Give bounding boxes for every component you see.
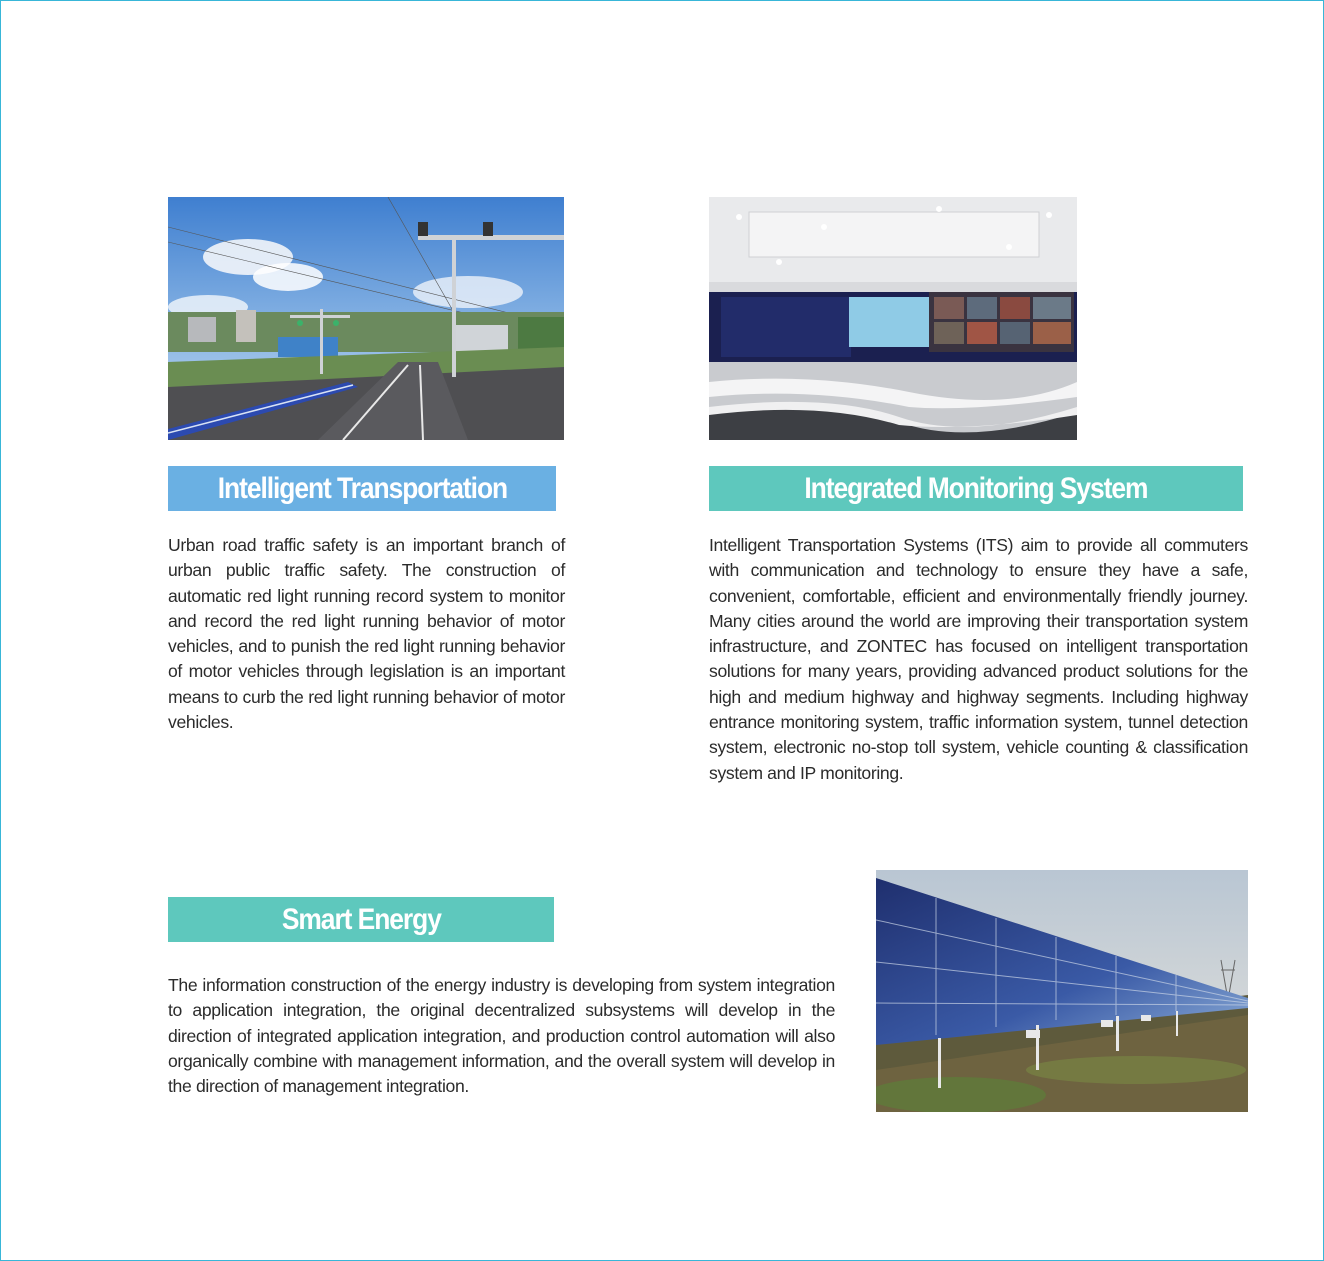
traffic-intersection-photo — [168, 197, 564, 440]
control-room-photo — [709, 197, 1077, 440]
intelligent-transportation-text: Urban road traffic safety is an important branch of urban public traffic safety. The construction of automatic red light running record system to monitor and record the red light running behavior of motor vehicles, and to punish the red light running behavior of motor vehicles through legislation is an important means to curb the red light running behavior of motor vehicles. — [168, 535, 565, 733]
integrated-monitoring-text: Intelligent Transportation Systems (ITS) aim to provide all commuters with communication and technology to ensure they have a safe, convenient, comfortable, efficient and environmentally friendly journey. Many cities around the world are improving their transportation system infrastructure, and ZONTEC has focused on intelligent transportation solutions for many years, providing advanced product solutions for the high and medium highway and highway segments. Including highway entrance monitoring system, traffic information system, tunnel detection system, electronic no-stop toll system, vehicle counting & classification system and IP monitoring. — [709, 535, 1248, 783]
integrated-monitoring-heading — [709, 466, 1243, 511]
integrated-monitoring-title: Integrated Monitoring System — [804, 472, 1148, 505]
solar-panels-photo — [876, 870, 1248, 1112]
smart-energy-title: Smart Energy — [281, 903, 441, 936]
smart-energy-heading — [168, 897, 554, 942]
intelligent-transportation-heading — [168, 466, 556, 511]
intelligent-transportation-title: Intelligent Transportation — [217, 472, 507, 505]
smart-energy-text: The information construction of the energy industry is developing from system integration to application integration, the original decentralized subsystems will develop in the direction of integrated application integration, and production control automation will also organically combine with management information, and the overall system will develop in the direction of management integration. — [168, 975, 835, 1097]
